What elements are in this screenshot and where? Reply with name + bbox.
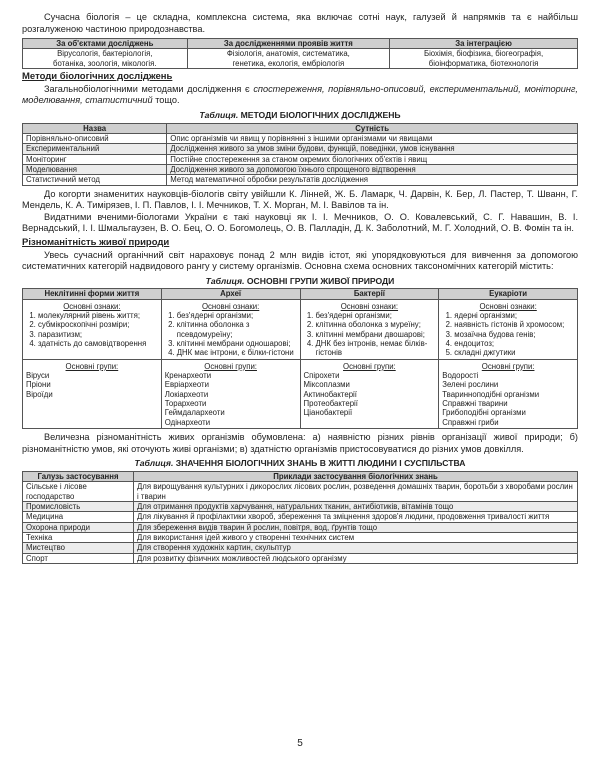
application-examples: Для вирощування культурних і дикорослих лісових рослин, розведення домашніх тварин, боротьби з хворобами рослин і тварин: [134, 482, 578, 502]
methods-text-end: тощо.: [155, 95, 180, 106]
knowledge-table-row: [23, 501, 578, 511]
group-item: Спірохети: [303, 371, 340, 381]
methods-table-row: [23, 154, 578, 164]
group-item: Актинобактерії: [303, 389, 357, 399]
t3-header-archaea: Археї: [161, 289, 300, 299]
groups-table-caption: [22, 276, 578, 287]
t3-signs-row: [23, 299, 578, 359]
sign-item: 3. клітинні мембрани двошарові;: [316, 330, 436, 339]
t1-cell-line: Біохімія, біофізика, біогеографія,: [423, 49, 544, 59]
t2-header-name: Назва: [23, 123, 167, 133]
method-essence: Дослідження живого за допомогою їхнього спрощеного відтворення: [167, 165, 578, 175]
group-item: Віроїди: [26, 389, 53, 399]
group-signs-cell: [23, 299, 162, 359]
t4-header-examples: Приклади застосування біологічних знань: [134, 471, 578, 481]
group-item: Водорості: [442, 371, 479, 381]
sign-item: 2. субмікроскопічні розміри;: [38, 320, 158, 329]
method-essence: Опис організмів чи явищ у порівнянні з іншими організмами чи явищами: [167, 133, 578, 143]
group-item: Торархеоти: [164, 399, 207, 409]
methods-text-start: Загальнобіологічними методами дослідження є: [44, 83, 250, 94]
application-field: Спорт: [23, 553, 134, 563]
t1-cell-line: Фізіологія, анатомія, систематика,: [226, 49, 350, 59]
sign-item: 4. здатність до самовідтворення: [38, 339, 158, 348]
sign-item: 2. наявність гістонів й хромосом;: [454, 320, 574, 329]
application-field: Техніка: [23, 532, 134, 542]
t1-header-objects: За об'єктами досліджень: [23, 39, 188, 49]
t1-header-integration: За інтеграцією: [390, 39, 578, 49]
t2-header-essence: Сутність: [167, 123, 578, 133]
methods-table-body: [23, 133, 578, 185]
signs-list: [442, 311, 574, 358]
application-examples: Для створення художніх картин, скульптур: [134, 543, 578, 553]
group-members-cell: [439, 359, 578, 428]
groups-label: Основні групи:: [481, 361, 535, 371]
intro-paragraph: Сучасна біологія – це складна, комплексна система, яка включає сотні наук, галузей й напрямків та є найбільш розгалуженою частиною природознавства.: [22, 12, 578, 34]
signs-list: [165, 311, 297, 358]
diversity-heading: Різноманітність живої природи: [22, 236, 170, 248]
group-item: Пріони: [26, 380, 51, 390]
caption-text: ЗНАЧЕННЯ БІОЛОГІЧНИХ ЗНАНЬ В ЖИТТІ ЛЮДИНИ І СУСПІЛЬСТВА: [175, 458, 466, 469]
t3-header-noncellular: Неклітинні форми життя: [23, 289, 162, 299]
group-members-cell: [300, 359, 439, 428]
sign-item: 1. без'ядерні організми;: [177, 311, 297, 320]
methods-list: спостереження, порівняльно-описовий, експериментальний, моніторинг, моделювання, статистичний: [22, 83, 578, 106]
t1-cell-line: ботаніка, зоологія, мікологія.: [53, 58, 157, 68]
group-members-cell: [23, 359, 162, 428]
group-item: Справжні гриби: [442, 417, 499, 427]
application-field: Промисловість: [23, 501, 134, 511]
methods-table-row: [23, 175, 578, 185]
t1-cell-line: біоінформатика, біотехнологія: [428, 58, 539, 68]
methods-table: [22, 123, 578, 186]
knowledge-table-row: [23, 532, 578, 542]
sign-item: 1. ядерні організми;: [454, 311, 574, 320]
t3-header-eukaryotes: Еукаріоти: [439, 289, 578, 299]
groups-label: Основні групи:: [65, 361, 119, 371]
method-name: Порівняльно-описовий: [23, 133, 167, 143]
t1-cell-integration: [390, 49, 578, 69]
method-name: Статистичний метод: [23, 175, 167, 185]
caption-text: МЕТОДИ БІОЛОГІЧНИХ ДОСЛІДЖЕНЬ: [240, 109, 401, 120]
caption-prefix: Таблиця.: [134, 458, 174, 469]
application-examples: Для використання ідей живого у створенні технічних систем: [134, 532, 578, 542]
group-members-cell: [161, 359, 300, 428]
group-item: Протеобактерії: [303, 399, 358, 409]
biology-branches-table: [22, 38, 578, 69]
group-item: Тваринноподібні організми: [442, 389, 540, 399]
application-examples: Для збереження видів тварин й рослин, повітря, вод, ґрунтів тощо: [134, 522, 578, 532]
group-item: Геймдалархеоти: [164, 408, 225, 418]
group-item: Локіархеоти: [164, 389, 209, 399]
group-item: Справжні тварини: [442, 399, 508, 409]
group-signs-cell: [161, 299, 300, 359]
knowledge-table-row: [23, 482, 578, 502]
application-examples: Для розвитку фізичних можливостей людського організму: [134, 553, 578, 563]
caption-text: ОСНОВНІ ГРУПИ ЖИВОЇ ПРИРОДИ: [246, 275, 395, 286]
t3-header-bacteria: Бактерії: [300, 289, 439, 299]
application-examples: Для лікування й профілактики хвороб, збереження та зміцнення здоров'я людини, продовження тривалості життя: [134, 512, 578, 522]
t4-header-field: Галузь застосування: [23, 471, 134, 481]
sign-item: 4. ендоцитоз;: [454, 339, 574, 348]
scientists-world-paragraph: До когорти знаменитих науковців-біологів світу увійшли К. Лінней, Ж. Б. Ламарк, Ч. Дарвін, К. Бер, Л. Пастер, Т. Шванн, Г. Мендель, К. А. Тимірязев, І. П. Павлов, І. І. Мечников, Т. Х. Морган, М. І. Вавілов та ін.: [22, 188, 578, 211]
method-name: Експериментальний: [23, 144, 167, 154]
signs-label: Основні ознаки:: [201, 301, 260, 311]
caption-prefix: Таблиця.: [205, 275, 245, 286]
method-essence: Метод математичної обробки результатів дослідження: [167, 175, 578, 185]
methods-table-row: [23, 165, 578, 175]
diversity-paragraph: Увесь сучасний органічний світ нараховує понад 2 млн видів істот, які упорядковуються для вивчення за допомогою систематичних категорій надвидового рангу у систему організмів. Основна схема основних таксономічних категорій містить:: [22, 249, 578, 272]
t1-cell-line: Вірусологія, бактеріологія,: [57, 49, 153, 59]
knowledge-table-row: [23, 553, 578, 563]
t1-cell-life: [187, 49, 389, 69]
knowledge-table-row: [23, 522, 578, 532]
group-item: Кренархеоти: [164, 371, 212, 381]
methods-paragraph: [22, 84, 578, 107]
group-signs-cell: [300, 299, 439, 359]
method-essence: Дослідження живого за умов зміни будови, функцій, поведінки, умов існування: [167, 144, 578, 154]
group-item: Ціанобактерії: [303, 408, 353, 418]
sign-item: 2. клітинна оболонка з муреїну;: [316, 320, 436, 329]
sign-item: 4. ДНК має інтрони, є білки-гістони: [177, 348, 297, 357]
life-groups-table: [22, 288, 578, 429]
sign-item: 1. без'ядерні організми;: [316, 311, 436, 320]
group-item: Одінархеоти: [164, 417, 211, 427]
group-item: Евріархеоти: [164, 380, 209, 390]
signs-label: Основні ознаки:: [63, 301, 121, 311]
scientists-ukraine-paragraph: Видатними вченими-біологами України є такі науковці як І. І. Мечников, О. О. Ковалевський, С. Г. Навашин, В. І. Вернадський, І. І. Шмальгаузен, В. О. Бец, О. О. Богомолець, О. В. Палладін, Д. К. Заболотний, М. Г. Холодний, О. В. Фомін та ін.: [22, 211, 578, 234]
knowledge-table-row: [23, 512, 578, 522]
textbook-page: [22, 0, 578, 564]
signs-label: Основні ознаки:: [479, 301, 537, 311]
group-item: Зелені рослини: [442, 380, 499, 390]
methods-heading: Методи біологічних досліджень: [22, 71, 173, 83]
group-item: Віруси: [26, 371, 50, 381]
method-name: Моделювання: [23, 165, 167, 175]
methods-table-caption: [22, 110, 578, 121]
method-name: Моніторинг: [23, 154, 167, 164]
caption-prefix: Таблиця.: [199, 109, 239, 120]
sign-item: 5. складні джгутики: [454, 348, 574, 357]
signs-label: Основні ознаки:: [340, 301, 399, 311]
group-signs-cell: [439, 299, 578, 359]
application-field: Охорона природи: [23, 522, 134, 532]
knowledge-table-row: [23, 543, 578, 553]
knowledge-table: [22, 471, 578, 564]
page-number: 5: [297, 738, 303, 749]
methods-table-row: [23, 144, 578, 154]
groups-label: Основні групи:: [343, 361, 396, 371]
t3-groups-row: [23, 359, 578, 428]
sign-item: 3. паразитизм;: [38, 330, 158, 339]
groups-label: Основні групи:: [204, 361, 257, 371]
sign-item: 2. клітинна оболонка з псевдомуреїну;: [177, 320, 297, 339]
application-field: Сільське і лісове господарство: [23, 482, 134, 502]
signs-list: [304, 311, 436, 358]
group-item: Міксоплазми: [303, 380, 350, 390]
sign-item: 3. мозаїчна будова генів;: [454, 330, 574, 339]
knowledge-table-caption: [22, 458, 578, 469]
sign-item: 3. клітинні мембрани одношарові;: [177, 339, 297, 348]
knowledge-table-body: [23, 482, 578, 564]
signs-list: [26, 311, 158, 348]
group-item: Грибоподібні організми: [442, 408, 526, 418]
methods-table-row: [23, 133, 578, 143]
method-essence: Постійне спостереження за станом окремих біологічних об'єктів і явищ: [167, 154, 578, 164]
sign-item: 1. молекулярний рівень життя;: [38, 311, 158, 320]
application-examples: Для отримання продуктів харчування, натуральних тканин, антибіотиків, вітамінів тощо: [134, 501, 578, 511]
sign-item: 4. ДНК без інтронів, немає білків-гістонів: [316, 339, 436, 358]
causes-paragraph: Величезна різноманітність живих організмів обумовлена: а) наявністю різних рівнів організації живої природи; б) різноманітністю умов, які оточують живі організми; в) здатністю організмів пристосовуватися до різних умов довкілля.: [22, 432, 578, 454]
application-field: Мистецтво: [23, 543, 134, 553]
application-field: Медицина: [23, 512, 134, 522]
t1-cell-line: генетика, екологія, ембріологія: [232, 58, 345, 68]
t1-cell-objects: [23, 49, 188, 69]
t1-header-life: За дослідженнями проявів життя: [187, 39, 389, 49]
